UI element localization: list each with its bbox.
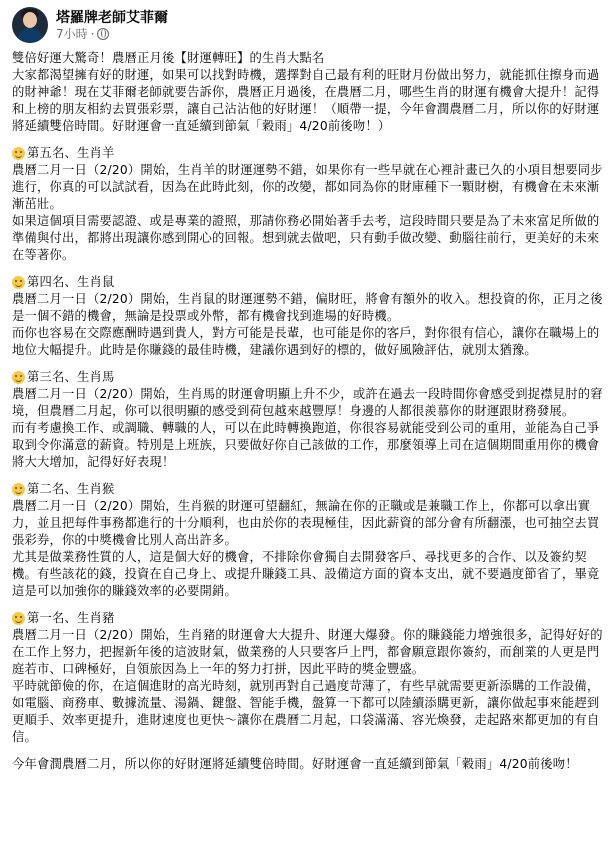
section-paragraph: 農曆二月一日（2/20）開始，生肖鼠的財運運勢不錯，偏財旺，將會有額外的收入。想投資的你，正月之後是一個不錯的機會，無論是投票或外幣，都有機會找到進場的好時機。: [12, 292, 603, 323]
dot-separator: ·: [90, 26, 95, 41]
section-rank-5: [12, 145, 604, 264]
smile-emoji-icon: [12, 276, 25, 289]
section-rank-3: [12, 369, 604, 471]
section-heading: [12, 274, 604, 291]
post-intro: 大家都渴望擁有好的財運，如果可以找對時機，選擇對自己最有利的旺財月份做出努力，就能抓住擦身而過的財神爺！現在艾菲爾老師就要告訴你，農曆正月過後，在農曆二月，哪些生肖的財運有機會大提升！記得和上榜的朋友相約去買張彩票，讓自己沾沾他的好財運！（順帶一提，今年會潤農曆二月，所以你的好財運將延續雙倍時間。好財運會一直延續到節氣「穀雨」4/20前後吻！）: [12, 68, 600, 133]
post-subline: [56, 27, 168, 42]
smile-emoji-icon: [12, 612, 25, 625]
section-heading-text: 第五名、生肖羊: [27, 146, 115, 160]
section-paragraph: 農曆二月一日（2/20）開始，生肖馬的財運會明顯上升不少，或許在過去一段時間你會感受到捉襟見肘的窘境，但農曆二月起，你可以很明顯的感受到荷包越來越豐厚！身邊的人都很羨慕你的財運跟財務發展。: [12, 387, 603, 418]
section-heading-text: 第二名、生肖猴: [27, 482, 115, 496]
section-heading: [12, 145, 604, 162]
section-paragraph: 而你也容易在交際應酬時遇到貴人，對方可能是長輩，也可能是你的客戶，對你很有信心，讓你在職場上的地位大幅提升。此時是你賺錢的最佳時機，建議你遇到好的標的，做好風險評估，就別太猶豫。: [12, 326, 600, 357]
section-paragraph: 農曆二月一日（2/20）開始，生肖豬的財運會大大提升、財運大爆發。你的賺錢能力增強很多，記得好好的在工作上努力，把握新年後的這波財氣，做業務的人只要客戶上門，都會願意跟你簽約，而創業的人更是門庭若市、口碑極好，自領旅因為上一年的努力打拼，因此平時的獎金豐盛。: [12, 628, 603, 676]
section-heading-text: 第四名、生肖鼠: [27, 275, 115, 289]
section-heading: [12, 610, 604, 627]
section-heading-text: 第一名、生肖豬: [27, 611, 115, 625]
section-paragraph: 農曆二月一日（2/20）開始，生肖羊的財運運勢不錯，如果你有一些早就在心裡計畫已久的小項目想要同步進行，你真的可以試試看，因為在此時此刻，你的改變，都如同為你的財庫種下一顆財樹，有機會在未來漸漸茁壯。: [12, 163, 603, 211]
section-rank-1: [12, 610, 604, 746]
post-title: 雙倍好運大驚奇！農曆正月後【財運轉旺】的生肖大點名: [12, 51, 325, 65]
section-paragraph: 尤其是做業務性質的人，這是個大好的機會，不排除你會獨自去開發客戶、尋找更多的合作、以及簽約契機。有些該花的錢，投資在自己身上、或提升賺錢工具、設備這方面的資本支出，就不要過度節省了，畢竟這是可以加強你的賺錢效率的必要開銷。: [12, 550, 600, 598]
section-paragraph: 如果這個項目需要認證、或是專業的證照，那請你務必開始著手去考，這段時間只要是為了未來富足所做的準備與付出，都將出現讓你感到開心的回報。想到就去做吧，只有動手做改變、動腦往前行，更美好的未來在等著你。: [12, 214, 600, 262]
smile-emoji-icon: [12, 483, 25, 496]
post-closing: 今年會潤農曆二月，所以你的好財運將延續雙倍時間。好財運會一直延續到節氣「穀雨」4/20前後吻！: [12, 757, 578, 771]
author-name[interactable]: 塔羅牌老師艾菲爾: [56, 9, 168, 26]
section-rank-2: [12, 481, 604, 600]
globe-icon[interactable]: [97, 28, 109, 40]
section-paragraph: 平時就節儉的你，在這個進財的高光時刻，就別再對自己過度苛薄了，有些早就需要更新添購的工作設備，如電腦、商務車、數據流量、湯鍋、鍵盤、智能手機，盤算一下都可以陸續添購更新，讓你做起事來能趕到更順手、效率更提升，進財速度也更快～讓你在農曆二月起，口袋滿滿、容光煥發，走起路來都更加的有自信。: [12, 679, 600, 744]
smile-emoji-icon: [12, 147, 25, 160]
post-meta: [56, 9, 168, 42]
post-timestamp[interactable]: 7小時: [56, 26, 88, 41]
avatar[interactable]: [12, 7, 48, 43]
section-heading: [12, 481, 604, 498]
avatar-face: [23, 12, 37, 28]
section-paragraph: 而有考慮換工作、或調職、轉職的人，可以在此時轉換跑道，你很容易就能受到公司的重用，並能為自己爭取到令你滿意的薪資。特別是上班族，只要做好你自己該做的工作，那麼領導上司在這個期間重用你的機會將大大增加，記得好好表現！: [12, 421, 600, 469]
post-header: [12, 6, 604, 44]
section-heading: [12, 369, 604, 386]
section-paragraph: 農曆二月一日（2/20）開始，生肖猴的財運可望翻紅，無論在你的正職或是兼職工作上，你都可以拿出實力，並且把每件事務都進行的十分順利，也由於你的表現極佳，因此薪資的部分會有所翻漲，也可抽空去買張彩券，你的中獎機會比別人高出許多。: [12, 499, 600, 547]
section-rank-4: [12, 274, 604, 359]
avatar-body: [17, 28, 43, 43]
section-heading-text: 第三名、生肖馬: [27, 370, 115, 384]
post-content: [12, 50, 604, 773]
smile-emoji-icon: [12, 371, 25, 384]
